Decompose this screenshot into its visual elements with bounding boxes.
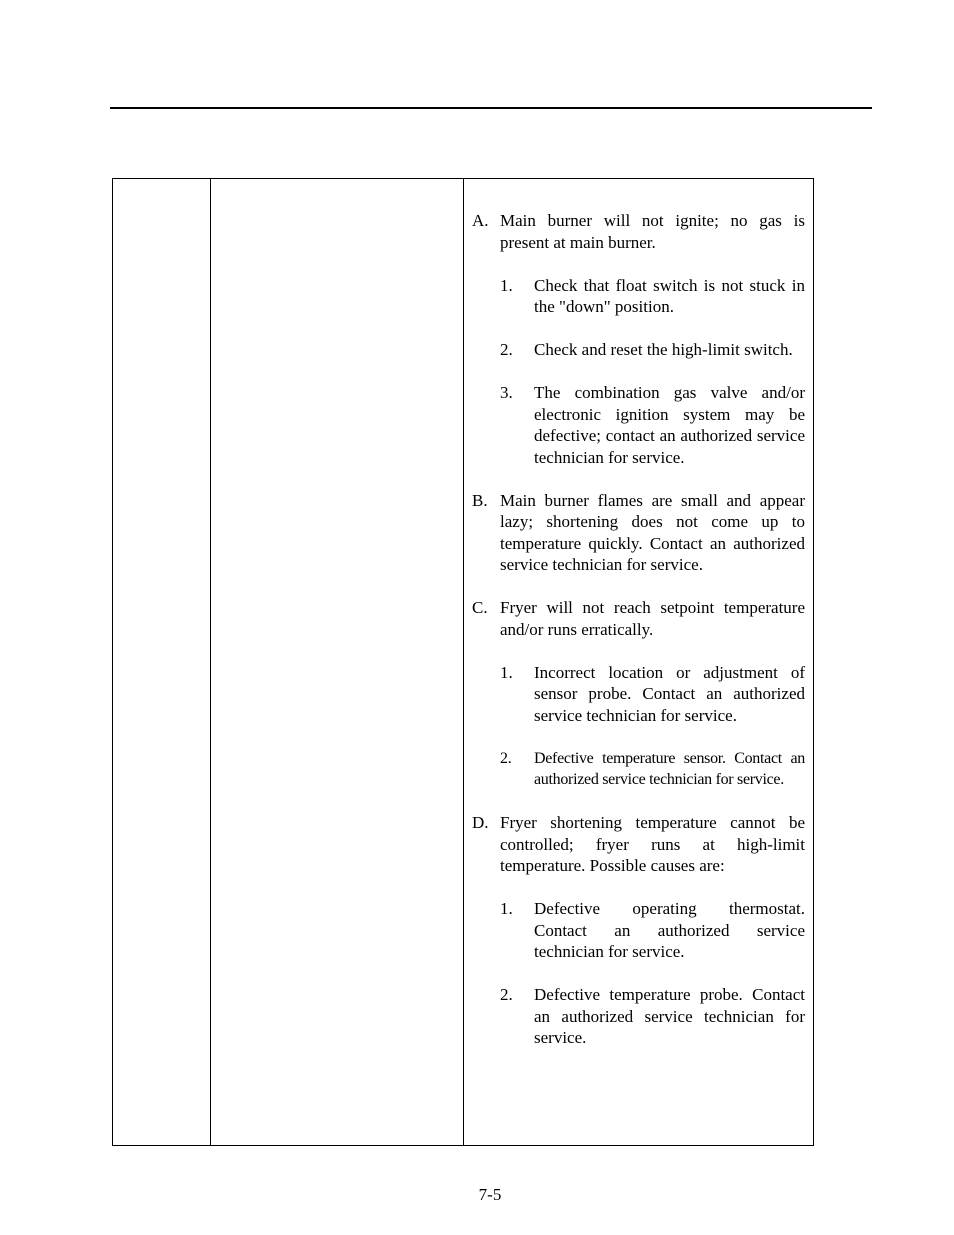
sub-item-a-1 [472,275,805,318]
item-text: Fryer shortening temperature cannot be controlled; fryer runs at high-limit temperature. Possible causes are: [500,813,805,875]
list-item-d [472,812,805,877]
item-label: B. [472,490,488,510]
header-rule [110,107,872,109]
sub-item-number: 1. [500,899,513,918]
item-label: D. [472,813,489,832]
sub-item-text: Defective temperature probe. Contact an authorized service technician for service. [534,985,805,1047]
sub-item-number: 2. [500,340,513,359]
sub-item-a-2 [472,339,805,361]
sub-item-number: 2. [500,985,513,1004]
sub-item-c-1 [472,662,805,727]
sub-item-d-2 [472,984,805,1049]
list-item-a [472,210,805,253]
item-text: Main burner flames are small and appear lazy; shortening does not come up to temperature quickly. Contact an authorized service technician for service. [500,490,805,574]
list-item-b [472,490,805,576]
sub-item-text: The combination gas valve and/or electronic ignition system may be defective; contact an authorized service technician for service. [534,383,805,467]
table-column-problem [113,179,211,1145]
list-item-c [472,597,805,640]
remedy-content [472,210,805,1049]
sub-item-number: 2. [500,749,512,767]
sub-item-a-3 [472,382,805,468]
table-column-cause [211,179,464,1145]
sub-item-text: Check that float switch is not stuck in the "down" position. [534,275,805,316]
sub-item-text: Defective operating thermostat. Contact an authorized service technician for service. [534,899,805,961]
item-label: A. [472,211,489,230]
sub-item-d-1 [472,898,805,963]
item-label: C. [472,598,488,617]
sub-item-number: 1. [500,662,513,682]
troubleshooting-table [112,178,814,1146]
item-text: Main burner will not ignite; no gas is present at main burner. [500,211,805,252]
sub-item-number: 3. [500,383,513,402]
page-number: 7-5 [478,1185,502,1204]
table-column-remedy [464,179,813,1145]
sub-item-text: Defective temperature sensor. Contact an authorized service technician for service. [534,749,805,788]
sub-item-text: Incorrect location or adjustment of sensor probe. Contact an authorized service technician for service. [534,662,805,725]
item-text: Fryer will not reach setpoint temperature and/or runs erratically. [500,598,805,639]
sub-item-c-2 [472,748,805,791]
sub-item-text: Check and reset the high-limit switch. [534,340,793,359]
sub-item-number: 1. [500,275,513,295]
